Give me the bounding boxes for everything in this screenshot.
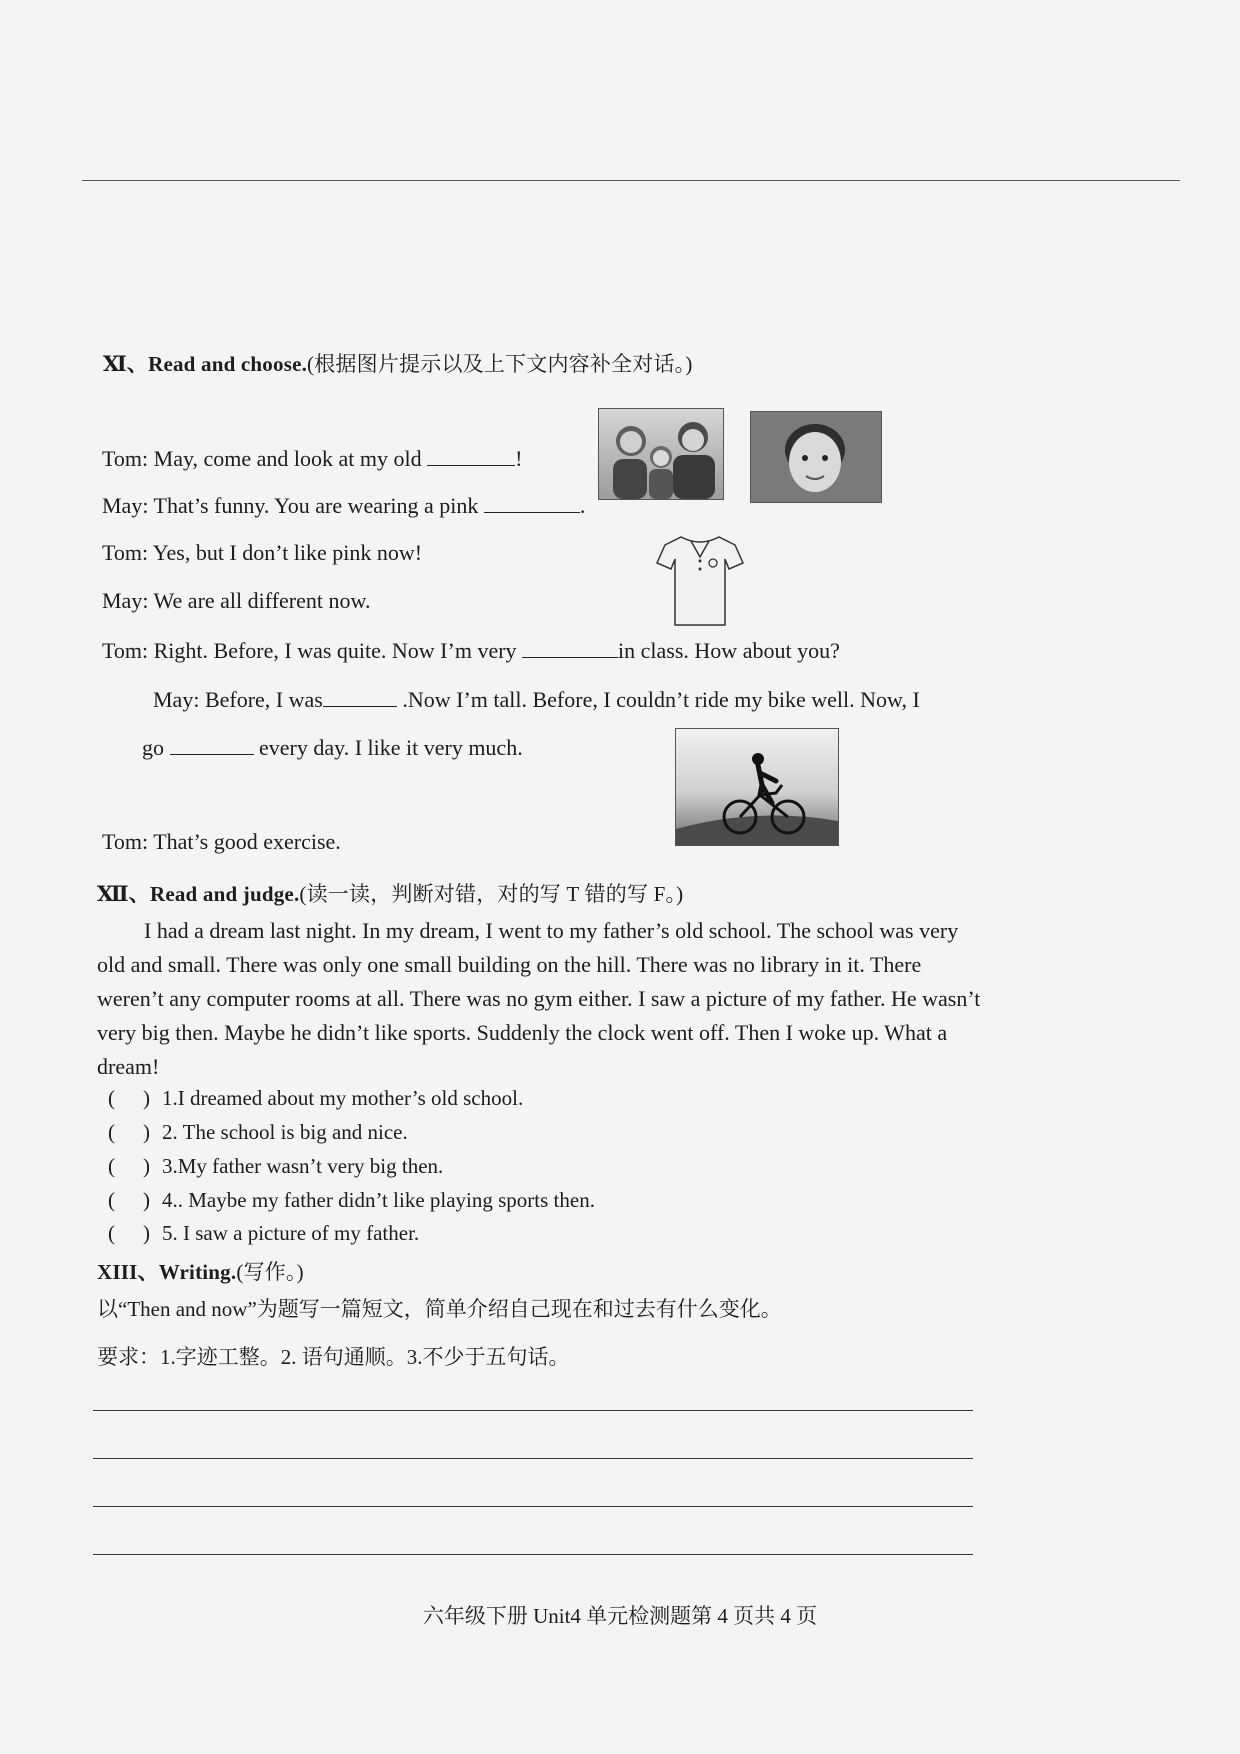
answer-blank-5[interactable]	[170, 734, 254, 755]
cyclist-photo	[675, 728, 839, 846]
writing-line-4[interactable]	[93, 1554, 973, 1555]
judge-item-4	[108, 1188, 595, 1213]
section-xi-number: Ⅺ、	[103, 352, 149, 376]
writing-requirements: 要求：1.字迹工整。2. 语句通顺。3.不少于五句话。	[97, 1345, 570, 1369]
boy-photo-graphic	[751, 412, 881, 502]
section-xi-heading: Read and choose.	[148, 352, 308, 376]
dialogue-line-2-text: May: That’s funny. You are wearing a pink	[102, 493, 484, 518]
judge-item-3-text: 3.My father wasn’t very big then.	[162, 1154, 444, 1178]
judge-item-4-text: 4.. Maybe my father didn’t like playing sports then.	[162, 1188, 595, 1212]
writing-prompt: 以“Then and now”为题写一篇短文，简单介绍自己现在和过去有什么变化。	[97, 1297, 782, 1321]
section-xiii-number: XIII、	[97, 1260, 159, 1284]
reading-passage	[97, 914, 987, 1084]
writing-line-3[interactable]	[93, 1506, 973, 1507]
section-xi-title	[103, 348, 693, 378]
section-xii-title	[97, 878, 683, 908]
answer-blank-4[interactable]	[323, 686, 397, 707]
section-xii-heading: Read and judge.	[149, 882, 300, 906]
section-xii-number: Ⅻ、	[97, 882, 150, 906]
judge-answer-box-4[interactable]: ()	[108, 1188, 178, 1212]
judge-item-2-text: 2. The school is big and nice.	[162, 1120, 408, 1144]
dialogue-line-5-text: Tom: Right. Before, I was quite. Now I’m very	[102, 638, 523, 663]
judge-answer-box-1[interactable]: ()	[108, 1086, 178, 1110]
reading-passage-text: I had a dream last night. In my dream, I went to my father’s old school. The school was very old and small. There was only one small building on the hill. There was no library in it. There weren’t any computer rooms at all. There was no gym either. I saw a picture of my father. He wasn’t very big then. Maybe he didn’t like sports. Suddenly the clock went off. Then I woke up. What a dream!	[97, 918, 981, 1079]
cyclist-graphic	[676, 729, 838, 845]
page-footer: 六年级下册 Unit4 单元检测题第 4 页共 4 页	[422, 1604, 818, 1628]
dialogue-line-6-text: May: Before, I was	[153, 687, 323, 712]
section-xiii-heading: Writing.	[158, 1260, 237, 1284]
answer-blank-1[interactable]	[427, 445, 515, 466]
judge-answer-box-2[interactable]: ()	[108, 1120, 178, 1144]
judge-item-5	[108, 1221, 419, 1246]
dialogue-line-2-end: .	[579, 493, 586, 518]
dialogue-line-1	[102, 445, 522, 472]
tshirt-icon	[655, 533, 745, 628]
section-xiii-instructions: (写作。)	[236, 1260, 304, 1284]
dialogue-line-8: Tom: That’s good exercise.	[102, 829, 341, 854]
dialogue-line-6-end: .Now I’m tall. Before, I couldn’t ride my bike well. Now, I	[396, 687, 920, 712]
family-photo-graphic	[599, 409, 723, 499]
dialogue-line-7-text: go	[142, 735, 170, 760]
section-xi-instructions: (根据图片提示以及上下文内容补全对话。)	[307, 352, 693, 376]
dialogue-line-3: Tom: Yes, but I don’t like pink now!	[102, 540, 423, 565]
judge-answer-box-5[interactable]: ()	[108, 1221, 178, 1245]
top-rule	[82, 180, 1180, 181]
dialogue-line-5-end: in class. How about you?	[618, 638, 840, 663]
boy-photo	[750, 411, 882, 503]
writing-line-1[interactable]	[93, 1410, 973, 1411]
judge-item-5-text: 5. I saw a picture of my father.	[162, 1221, 420, 1245]
dialogue-line-1-text: Tom: May, come and look at my old	[102, 446, 428, 471]
dialogue-line-1-end: !	[515, 446, 523, 471]
family-photo	[598, 408, 724, 500]
judge-item-3	[108, 1154, 443, 1179]
judge-item-2	[108, 1120, 408, 1145]
dialogue-line-2	[102, 492, 585, 519]
dialogue-line-6	[153, 686, 920, 713]
dialogue-line-5	[102, 637, 840, 664]
section-xiii-title	[97, 1256, 304, 1286]
answer-blank-2[interactable]	[484, 492, 580, 513]
judge-item-1	[108, 1086, 523, 1111]
section-xii-instructions: (读一读，判断对错，对的写 T 错的写 F。)	[299, 882, 684, 906]
writing-line-2[interactable]	[93, 1458, 973, 1459]
dialogue-line-7-end: every day. I like it very much.	[253, 735, 523, 760]
judge-item-1-text: 1.I dreamed about my mother’s old school.	[162, 1086, 524, 1110]
answer-blank-3[interactable]	[522, 637, 618, 658]
dialogue-line-7	[142, 734, 523, 761]
judge-answer-box-3[interactable]: ()	[108, 1154, 178, 1178]
dialogue-line-4: May: We are all different now.	[102, 588, 371, 613]
